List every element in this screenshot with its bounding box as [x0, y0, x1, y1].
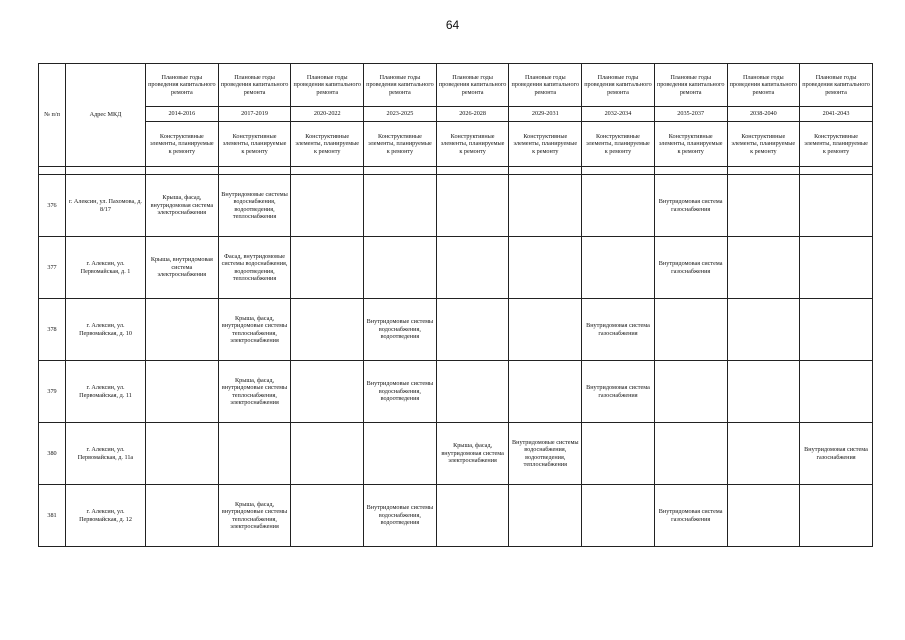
period-header: Плановые годы проведения капитального ремонта	[364, 64, 437, 107]
repair-cell	[582, 237, 655, 299]
elements-header: Конструктивные элементы, планируемые к ремонту	[146, 122, 219, 167]
row-number: 380	[39, 423, 66, 485]
repair-cell: Фасад, внутридомовые системы водоснабжения, водоотведения, теплоснабжения	[218, 237, 291, 299]
years-header: 2020-2022	[291, 107, 364, 122]
repair-cell	[654, 299, 727, 361]
repair-cell	[582, 423, 655, 485]
repair-cell	[364, 423, 437, 485]
table-row	[39, 361, 873, 423]
repair-cell	[727, 423, 800, 485]
repair-cell	[727, 485, 800, 547]
repair-cell: Крыша, внутридомовая система электроснабжения	[146, 237, 219, 299]
repair-cell	[436, 299, 509, 361]
period-header: Плановые годы проведения капитального ремонта	[727, 64, 800, 107]
repair-cell	[800, 237, 873, 299]
repair-cell	[727, 299, 800, 361]
repair-cell	[509, 485, 582, 547]
repair-cell	[509, 299, 582, 361]
repair-cell	[436, 485, 509, 547]
repair-cell: Внутридомовая система газоснабжения	[582, 361, 655, 423]
repair-cell	[800, 361, 873, 423]
period-header: Плановые годы проведения капитального ремонта	[509, 64, 582, 107]
table-row	[39, 485, 873, 547]
period-header: Плановые годы проведения капитального ремонта	[800, 64, 873, 107]
period-header: Плановые годы проведения капитального ремонта	[146, 64, 219, 107]
elements-header: Конструктивные элементы, планируемые к ремонту	[654, 122, 727, 167]
repair-cell	[582, 485, 655, 547]
elements-header: Конструктивные элементы, планируемые к ремонту	[582, 122, 655, 167]
table-row	[39, 423, 873, 485]
repair-cell	[291, 237, 364, 299]
repair-cell: Внутридомовая система газоснабжения	[654, 175, 727, 237]
row-number: 378	[39, 299, 66, 361]
repair-cell: Внутридомовые системы водоснабжения, водоотведения	[364, 299, 437, 361]
repair-cell	[800, 485, 873, 547]
repair-cell	[291, 361, 364, 423]
repair-cell	[509, 237, 582, 299]
elements-header: Конструктивные элементы, планируемые к ремонту	[727, 122, 800, 167]
repair-cell: Внутридомовые системы водоснабжения, водоотведения	[364, 361, 437, 423]
repair-cell	[727, 361, 800, 423]
elements-header: Конструктивные элементы, планируемые к ремонту	[800, 122, 873, 167]
repair-cell: Крыша, фасад, внутридомовая система электроснабжения	[436, 423, 509, 485]
row-number: 377	[39, 237, 66, 299]
repair-cell	[582, 175, 655, 237]
repair-cell: Крыша, фасад, внутридомовая система электроснабжения	[146, 175, 219, 237]
row-number: 379	[39, 361, 66, 423]
period-header: Плановые годы проведения капитального ремонта	[218, 64, 291, 107]
years-header: 2035-2037	[654, 107, 727, 122]
years-header: 2041-2043	[800, 107, 873, 122]
capital-repair-table	[38, 63, 873, 547]
years-header: 2017-2019	[218, 107, 291, 122]
repair-cell	[436, 361, 509, 423]
repair-cell	[146, 485, 219, 547]
repair-cell	[218, 423, 291, 485]
row-number: 381	[39, 485, 66, 547]
num-header: № п/п	[39, 64, 66, 167]
repair-cell	[146, 299, 219, 361]
elements-header: Конструктивные элементы, планируемые к ремонту	[291, 122, 364, 167]
address-header: Адрес МКД	[66, 64, 146, 167]
repair-cell	[291, 423, 364, 485]
elements-header: Конструктивные элементы, планируемые к ремонту	[436, 122, 509, 167]
repair-cell: Внутридомовые системы водоснабжения, водоотведения, теплоснабжения	[218, 175, 291, 237]
period-header: Плановые годы проведения капитального ремонта	[291, 64, 364, 107]
elements-header: Конструктивные элементы, планируемые к ремонту	[509, 122, 582, 167]
years-header: 2014-2016	[146, 107, 219, 122]
repair-cell	[654, 423, 727, 485]
repair-cell	[146, 423, 219, 485]
repair-cell	[654, 361, 727, 423]
years-header: 2029-2031	[509, 107, 582, 122]
repair-cell	[364, 237, 437, 299]
row-address: г. Алексин, ул. Первомайская, д. 11	[66, 361, 146, 423]
repair-cell	[727, 175, 800, 237]
repair-cell: Крыша, фасад, внутридомовые системы теплоснабжения, электроснабжения	[218, 299, 291, 361]
years-header: 2038-2040	[727, 107, 800, 122]
repair-cell: Крыша, фасад, внутридомовые системы теплоснабжения, электроснабжения	[218, 485, 291, 547]
repair-cell	[436, 175, 509, 237]
repair-cell	[800, 175, 873, 237]
row-number: 376	[39, 175, 66, 237]
repair-cell	[436, 237, 509, 299]
repair-cell	[727, 237, 800, 299]
period-header: Плановые годы проведения капитального ремонта	[436, 64, 509, 107]
repair-cell	[291, 299, 364, 361]
page-number: 64	[445, 18, 460, 32]
repair-cell: Внутридомовые системы водоснабжения, водоотведения	[364, 485, 437, 547]
table-row	[39, 175, 873, 237]
repair-cell	[291, 485, 364, 547]
repair-cell	[800, 299, 873, 361]
elements-header: Конструктивные элементы, планируемые к ремонту	[218, 122, 291, 167]
repair-cell	[291, 175, 364, 237]
row-address: г. Алексин, ул. Пахомова, д. 8/17	[66, 175, 146, 237]
table-row	[39, 299, 873, 361]
repair-cell	[364, 175, 437, 237]
repair-cell: Крыша, фасад, внутридомовые системы теплоснабжения, электроснабжения	[218, 361, 291, 423]
row-address: г. Алексин, ул. Первомайская, д. 1	[66, 237, 146, 299]
header-spacer-row	[39, 167, 873, 175]
row-address: г. Алексин, ул. Первомайская, д. 10	[66, 299, 146, 361]
elements-header: Конструктивные элементы, планируемые к ремонту	[364, 122, 437, 167]
years-header: 2032-2034	[582, 107, 655, 122]
repair-cell: Внутридомовая система газоснабжения	[654, 237, 727, 299]
years-header: 2023-2025	[364, 107, 437, 122]
table-row	[39, 237, 873, 299]
repair-cell: Внутридомовая система газоснабжения	[582, 299, 655, 361]
period-header: Плановые годы проведения капитального ремонта	[654, 64, 727, 107]
repair-cell: Внутридомовые системы водоснабжения, водоотведения, теплоснабжения	[509, 423, 582, 485]
repair-cell	[146, 361, 219, 423]
repair-cell: Внутридомовая система газоснабжения	[800, 423, 873, 485]
repair-cell	[509, 361, 582, 423]
repair-cell: Внутридомовая система газоснабжения	[654, 485, 727, 547]
years-header: 2026-2028	[436, 107, 509, 122]
row-address: г. Алексин, ул. Первомайская, д. 11а	[66, 423, 146, 485]
row-address: г. Алексин, ул. Первомайская, д. 12	[66, 485, 146, 547]
period-header: Плановые годы проведения капитального ремонта	[582, 64, 655, 107]
repair-cell	[509, 175, 582, 237]
